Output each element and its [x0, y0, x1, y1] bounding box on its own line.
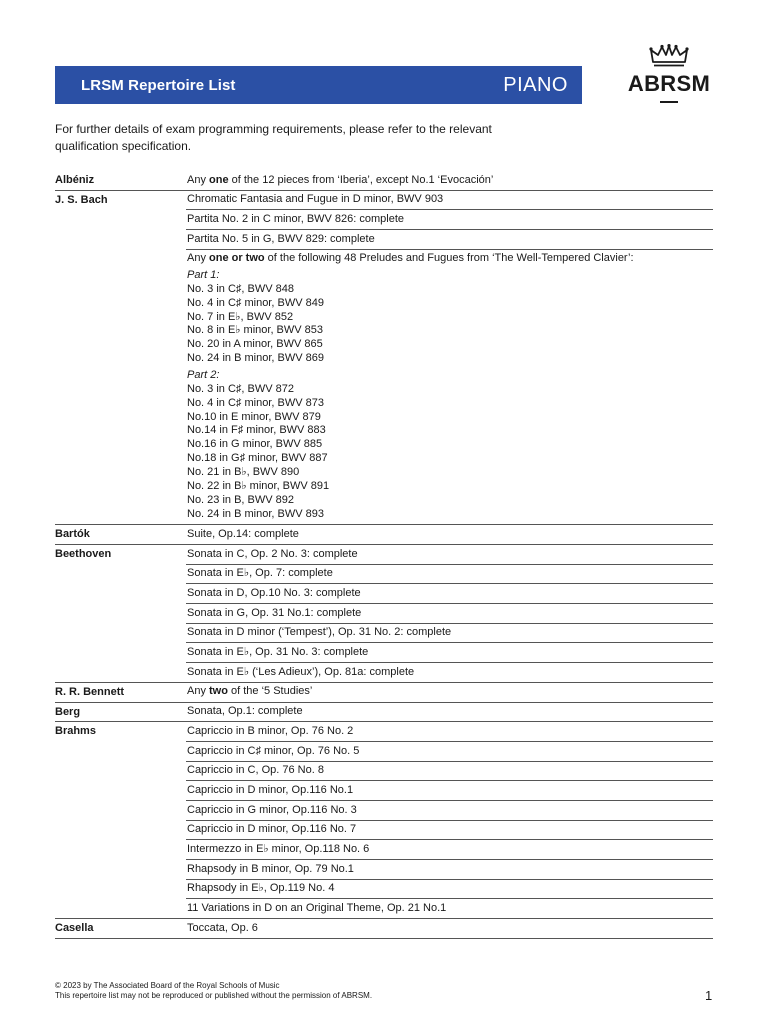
wtc-item: No. 3 in C♯, BWV 872	[187, 382, 294, 395]
piece-entry: Capriccio in G minor, Op.116 No. 3	[186, 800, 713, 820]
composer-name	[55, 604, 186, 624]
table-row	[55, 545, 713, 565]
page-title: LRSM Repertoire List	[81, 76, 236, 94]
table-row	[55, 210, 713, 230]
piece-entry: Sonata in G, Op. 31 No.1: complete	[186, 604, 713, 624]
repertoire-table	[55, 171, 713, 939]
table-row	[55, 800, 713, 820]
composer-name	[55, 564, 186, 584]
wtc-intro-emphasis: one or two	[209, 252, 265, 265]
piece-entry: Sonata in E♭ (‘Les Adieux’), Op. 81a: complete	[186, 663, 713, 683]
piece-entry: Rhapsody in E♭, Op.119 No. 4	[186, 879, 713, 899]
composer-name	[55, 761, 186, 781]
piece-text-post: of the ‘5 Studies’	[227, 685, 313, 698]
piece-entry: Chromatic Fantasia and Fugue in D minor, BWV 903	[186, 190, 713, 210]
wtc-intro-pre: Any	[187, 252, 210, 265]
wtc-item: No. 4 in C♯ minor, BWV 873	[187, 396, 324, 409]
footer	[55, 981, 372, 1001]
composer-name	[55, 800, 186, 820]
piece-entry: 11 Variations in D on an Original Theme, Op. 21 No.1	[186, 899, 713, 919]
table-row	[55, 190, 713, 210]
piece-entry: Rhapsody in B minor, Op. 79 No.1	[186, 860, 713, 880]
piece-text-post: of the 12 pieces from ‘Iberia’, except No.1 ‘Evocación’	[228, 173, 494, 186]
table-row	[55, 584, 713, 604]
composer-name: R. R. Bennett	[55, 682, 186, 702]
abrsm-logo	[624, 44, 714, 106]
table-row	[55, 525, 713, 545]
page-number: 1	[705, 988, 713, 1003]
header-bar	[55, 66, 582, 104]
wtc-item: No. 20 in A minor, BWV 865	[187, 338, 323, 351]
wtc-item: No. 4 in C♯ minor, BWV 849	[187, 296, 324, 309]
piece-text-pre: Any	[187, 685, 210, 698]
composer-name	[55, 860, 186, 880]
table-row	[55, 249, 713, 525]
wtc-intro	[187, 252, 713, 266]
wtc-item: No.16 in G minor, BWV 885	[187, 438, 323, 451]
piece-entry	[186, 249, 713, 525]
table-row	[55, 781, 713, 801]
piece-entry: Intermezzo in E♭ minor, Op.118 No. 6	[186, 840, 713, 860]
table-row	[55, 604, 713, 624]
composer-name: Beethoven	[55, 548, 112, 561]
table-row	[55, 741, 713, 761]
composer-name	[55, 249, 186, 525]
wtc-part-label: Part 2:	[187, 369, 220, 382]
crown-logo-icon	[649, 44, 689, 68]
wtc-item: No.14 in F♯ minor, BWV 883	[187, 424, 326, 437]
wtc-item: No. 8 in E♭ minor, BWV 853	[187, 324, 324, 337]
piece-entry: Sonata, Op.1: complete	[186, 702, 713, 722]
composer-name	[55, 643, 186, 663]
intro-text: For further details of exam programming requirements, please refer to the relevant qualification specification.	[55, 122, 492, 153]
table-row	[55, 840, 713, 860]
composer-name: Casella	[55, 919, 186, 939]
wtc-item: No. 23 in B, BWV 892	[187, 493, 294, 506]
composer-name	[55, 623, 186, 643]
subject-label: PIANO	[503, 73, 568, 96]
composer-name	[55, 840, 186, 860]
composer-name	[55, 210, 186, 230]
composer-name: Albéniz	[55, 171, 186, 190]
piece-entry: Sonata in D, Op.10 No. 3: complete	[186, 584, 713, 604]
repertoire-body	[55, 171, 713, 938]
piece-entry: Sonata in E♭, Op. 31 No. 3: complete	[186, 643, 713, 663]
piece-entry: Suite, Op.14: complete	[186, 525, 713, 545]
table-row	[55, 643, 713, 663]
wtc-item: No. 21 in B♭, BWV 890	[187, 466, 300, 479]
piece-entry: Sonata in C, Op. 2 No. 3: complete	[186, 545, 713, 565]
composer-name	[55, 899, 186, 919]
wtc-item: No. 24 in B minor, BWV 893	[187, 507, 324, 520]
table-row	[55, 919, 713, 939]
wtc-part-label: Part 1:	[187, 269, 220, 282]
composer-name	[55, 230, 186, 250]
wtc-item: No.18 in G♯ minor, BWV 887	[187, 452, 328, 465]
composer-name: Berg	[55, 702, 186, 722]
composer-name	[55, 820, 186, 840]
wtc-item: No. 7 in E♭, BWV 852	[187, 310, 294, 323]
wtc-item: No. 24 in B minor, BWV 869	[187, 352, 324, 365]
wtc-item: No.10 in E minor, BWV 879	[187, 410, 321, 423]
piece-text-pre: Any	[187, 173, 210, 186]
wtc-intro-post: of the following 48 Preludes and Fugues from ‘The Well-Tempered Clavier’:	[264, 252, 634, 265]
composer-name	[55, 879, 186, 899]
composer-name	[55, 663, 186, 683]
composer-name	[55, 741, 186, 761]
composer-name	[55, 584, 186, 604]
piece-entry: Partita No. 5 in G, BWV 829: complete	[186, 230, 713, 250]
piece-entry	[186, 171, 713, 190]
table-row	[55, 171, 713, 190]
piece-entry: Sonata in E♭, Op. 7: complete	[186, 564, 713, 584]
table-row	[55, 663, 713, 683]
table-row	[55, 722, 713, 742]
logo-text: ABRSM	[627, 71, 711, 96]
piece-entry: Partita No. 2 in C minor, BWV 826: complete	[186, 210, 713, 230]
logo-underline	[660, 101, 678, 103]
table-row	[55, 702, 713, 722]
table-row	[55, 230, 713, 250]
piece-entry: Capriccio in B minor, Op. 76 No. 2	[186, 722, 713, 742]
piece-entry: Sonata in D minor (‘Tempest’), Op. 31 No. 2: complete	[186, 623, 713, 643]
composer-name	[55, 781, 186, 801]
piece-entry: Capriccio in D minor, Op.116 No.1	[186, 781, 713, 801]
piece-text-emphasis: two	[209, 685, 228, 698]
piece-text-emphasis: one	[209, 173, 229, 186]
table-row	[55, 860, 713, 880]
wtc-item: No. 3 in C♯, BWV 848	[187, 282, 294, 295]
composer-name: Brahms	[55, 725, 96, 738]
piece-entry: Capriccio in D minor, Op.116 No. 7	[186, 820, 713, 840]
copyright-text: © 2023 by The Associated Board of the Royal Schools of Music	[55, 981, 280, 990]
permission-text: This repertoire list may not be reproduced or published without the permission of ABRSM.	[55, 991, 373, 1000]
piece-entry: Capriccio in C, Op. 76 No. 8	[186, 761, 713, 781]
composer-name: J. S. Bach	[55, 193, 108, 206]
table-row	[55, 623, 713, 643]
table-row	[55, 564, 713, 584]
table-row	[55, 682, 713, 702]
composer-name: Bartók	[55, 525, 186, 545]
table-row	[55, 820, 713, 840]
table-row	[55, 761, 713, 781]
piece-entry: Capriccio in C♯ minor, Op. 76 No. 5	[186, 741, 713, 761]
table-row	[55, 879, 713, 899]
wtc-item: No. 22 in B♭ minor, BWV 891	[187, 480, 330, 493]
piece-entry: Toccata, Op. 6	[186, 919, 713, 939]
piece-entry	[186, 682, 713, 702]
table-row	[55, 899, 713, 919]
